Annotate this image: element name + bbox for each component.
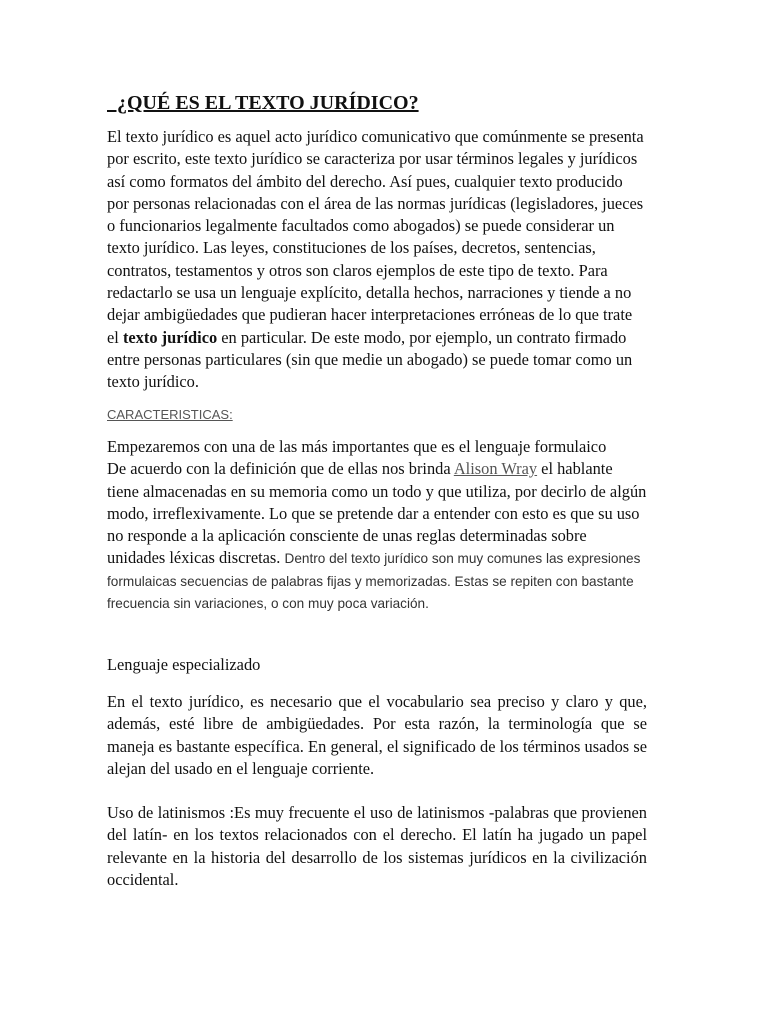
page-title: ¿QUÉ ES EL TEXTO JURÍDICO? [107,92,419,114]
specialized-paragraph: En el texto jurídico, es necesario que el vocabulario sea preciso y claro y que, además, esté libre de ambigüedades. Por esta razón, la terminología que se maneja es bastante específica. En general, el significado de los términos usados se alejan del usado en el lenguaje corriente. [107,692,647,778]
formulaic-sans-text: Dentro del texto jurídico son muy comunes las expresiones formulaicas secuencias de palabras fijas y memorizadas. Estas se repiten con bastante frecuencia sin variaciones, o con muy poca variación. [107,551,641,612]
formulaic-text-1: De acuerdo con la definición que de ellas nos brinda [107,459,454,479]
specialized-heading: Lenguaje especializado [107,655,261,674]
latinisms-paragraph: Uso de latinismos :Es muy frecuente el uso de latinismos -palabras que provienen del latín- en los textos relacionados con el derecho. El latín ha jugado un papel relevante en la historia del desarrollo de los sistemas jurídicos en la civilización occidental. [107,803,647,889]
intro-text-2: en particular. De este modo, por ejemplo, un contrato firmado entre personas particulares (sin que medie un abogado) se puede tomar como un texto jurídico. [107,327,633,392]
intro-text-1: El texto jurídico es aquel acto jurídico comunicativo que comúnmente se presenta por escrito, este texto jurídico se caracteriza por usar términos legales y jurídicos así como formatos del ámbito del derecho. Así pues, cualquier texto producido por personas relacionadas con el área de las normas jurídicas (legisladores, jueces o funcionarios legalmente facultados como abogados) se puede considerar un texto jurídico. Las leyes, constituciones de los países, decretos, sentencias, contratos, testamentos y otros son claros ejemplos de este tipo de texto. Para redactarlo se usa un lenguaje explícito, detalla hechos, narraciones y tiende a no dejar ambigüedades que pudieran hacer interpretaciones erróneas de lo que trate el [107,127,644,347]
intro-bold-term: texto jurídico [122,327,218,347]
characteristics-heading: CARACTERISTICAS: [107,407,233,422]
alison-wray-link[interactable]: Alison Wray [453,459,538,479]
formulaic-lead: Empezaremos con una de las más importantes que es el lenguaje formulaico [107,437,607,456]
formulaic-paragraph [107,436,647,614]
formulaic-text-2: el hablante tiene almacenadas en su memoria como un todo y que utiliza, por decirlo de algún modo, irreflexivamente. Lo que se pretende dar a entender con esto es que su uso no responde a la aplicación consciente de unas reglas determinadas sobre unidades léxicas discretas. [107,459,647,568]
intro-paragraph [107,126,647,394]
